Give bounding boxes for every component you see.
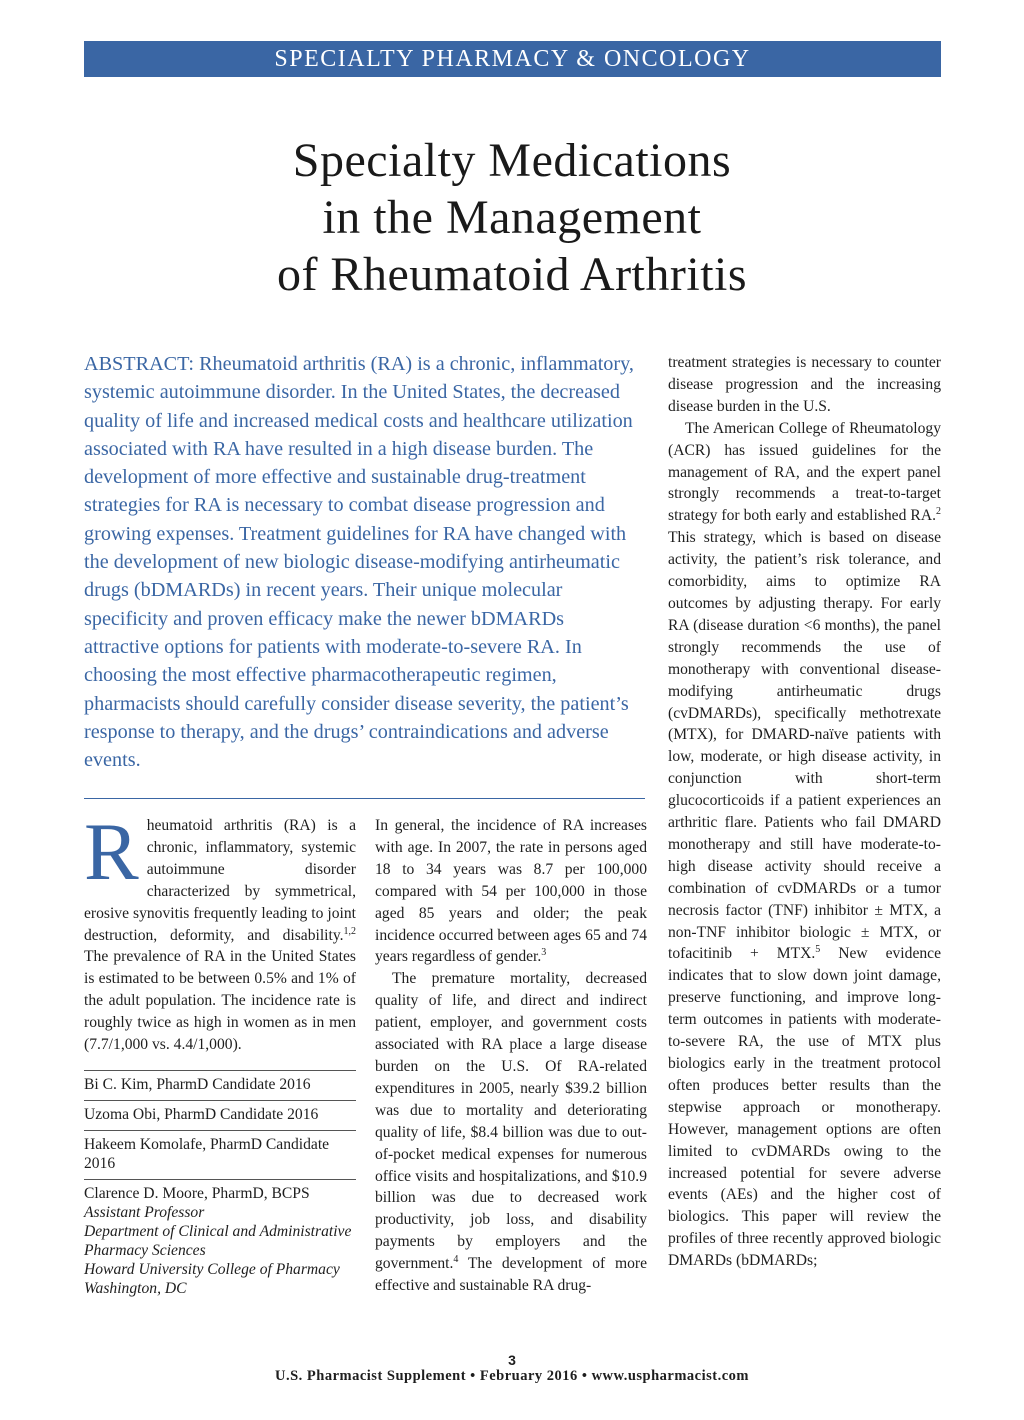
- section-banner: SPECIALTY PHARMACY & ONCOLOGY: [84, 41, 941, 77]
- paragraph-text: The premature mortality, decreased quality of life, and direct and indirect patient, employer, and government costs associated with RA place a large disease burden on the U.S. Of RA-related expenditures in 2005, nearly $39.2 billion was due to mortality and deteriorating quality of life, $8.4 billion was due to out-of-pocket medical expenses for numerous office visits and hospitalizations, and $10.9 billion was due to decreased work productivity, job loss, and disability payments by employers and the government.: [375, 970, 647, 1273]
- author-name: Hakeem Komolafe, PharmD Candidate 2016: [84, 1135, 330, 1172]
- author-entry: [84, 1100, 356, 1130]
- intro-text-b: The prevalence of RA in the United States is estimated to be between 0.5% and 1% of the adult population. The incidence rate is roughly twice as high in women as in men (7.7/1,000 vs. 4.4/1,000).: [84, 948, 356, 1054]
- paragraph-text: The development of more effective and sustainable RA drug-: [375, 1255, 647, 1295]
- article-title: [100, 132, 924, 303]
- author-name: Uzoma Obi, PharmD Candidate 2016: [84, 1105, 319, 1123]
- title-line-1: Specialty Medications: [292, 134, 732, 187]
- drop-cap: R: [84, 806, 139, 897]
- reference-marker: 4: [453, 1254, 459, 1266]
- reference-marker: 5: [815, 944, 821, 956]
- author-name: Bi C. Kim, PharmD Candidate 2016: [84, 1075, 311, 1093]
- author-list: [84, 1070, 356, 1304]
- author-title: Assistant Professor: [84, 1203, 205, 1221]
- intro-text-a: heumatoid arthritis (RA) is a chronic, inflammatory, systemic autoimmune disorder characterized by symmetrical, erosive synovitis frequently leading to joint destruction, deformity, and disability.: [84, 817, 356, 944]
- body-column-3: [668, 352, 941, 1272]
- title-line-3: of Rheumatoid Arthritis: [276, 248, 748, 301]
- reference-marker: 1,2: [343, 925, 356, 937]
- author-entry: [84, 1179, 356, 1304]
- author-city: Washington, DC: [84, 1279, 187, 1297]
- paragraph: [668, 418, 941, 1272]
- paragraph-text: This strategy, which is based on disease activity, the patient’s risk tolerance, and comorbidity, aims to optimize RA outcomes by adjusting therapy. For early RA (disease duration <6 months), the panel strongly recommends the use of monotherapy with conventional disease-modifying antirheumatic drugs (cvDMARDs), specifically methotrexate (MTX), for DMARD-naïve patients with low, moderate, or high disease activity, in conjunction with short-term glucocorticoids if a patient experiences an arthritic flare. Patients who fail DMARD monotherapy and still have moderate-to-high disease activity should receive a combination of cvDMARDs or a tumor necrosis factor (TNF) inhibitor ± MTX, a non-TNF inhibitor biologic ± MTX, or tofacitinib + MTX.: [668, 529, 941, 963]
- paragraph-text: The American College of Rheumatology (ACR) has issued guidelines for the management of RA, and the expert panel strongly recommends a treat-to-target strategy for both early and established RA.: [668, 419, 941, 525]
- paragraph: [668, 352, 941, 418]
- page-footer: U.S. Pharmacist Supplement • February 2016 • www.uspharmacist.com: [274, 1368, 750, 1384]
- reference-marker: 2: [936, 506, 941, 518]
- page-number: 3: [508, 1352, 516, 1368]
- intro-paragraph: [84, 806, 356, 1056]
- abstract-divider: [84, 798, 645, 799]
- author-entry: [84, 1070, 356, 1100]
- author-department: Department of Clinical and Administrative Pharmacy Sciences: [84, 1222, 352, 1259]
- paragraph: [375, 968, 647, 1297]
- abstract: ABSTRACT: Rheumatoid arthritis (RA) is a chronic, inflammatory, systemic autoimmune disorder. In the United States, the decreased quality of life and increased medical costs and healthcare utilization associated with RA have resulted in a high disease burden. The development of more effective and sustainable drug-treatment strategies for RA is necessary to combat disease progression and growing expenses. Treatment guidelines for RA have changed with the development of new biologic disease-modifying antirheumatic drugs (bDMARDs) in recent years. Their unique molecular specificity and proven efficacy make the newer bDMARDs attractive options for patients with moderate-to-severe RA. In choosing the most effective pharmacotherapeutic regimen, pharmacists should carefully consider disease severity, the patient’s response to therapy, and the drugs’ contraindications and adverse events.: [84, 353, 634, 772]
- body-column-2: [375, 815, 647, 1297]
- paragraph-text: In general, the incidence of RA increases with age. In 2007, the rate in persons aged 18 to 34 years was 8.7 per 100,000 compared with 54 per 100,000 in those aged 85 years and older; the peak incidence occurred between ages 65 and 74 years regardless of gender.: [375, 817, 647, 966]
- paragraph-text: New evidence indicates that to slow down joint damage, preserve functioning, and improve long-term outcomes in patients with moderate-to-severe RA, the use of MTX plus biologics early in the treatment protocol often produces better results than the stepwise approach or monotherapy. However, management options are often limited to cvDMARDs owing to the increased potential for severe adverse events (AEs) and the higher cost of biologics. This paper will review the profiles of three recently approved biologic DMARDs (bDMARDs;: [668, 945, 942, 1270]
- body-column-1: [84, 806, 356, 1304]
- paragraph-text: treatment strategies is necessary to counter disease progression and the increasing disease burden in the U.S.: [668, 354, 941, 415]
- title-line-2: in the Management: [322, 191, 702, 244]
- paragraph: [375, 815, 647, 968]
- author-entry: [84, 1130, 356, 1179]
- author-name: Clarence D. Moore, PharmD, BCPS: [84, 1184, 310, 1202]
- author-school: Howard University College of Pharmacy: [84, 1260, 340, 1278]
- reference-marker: 3: [541, 947, 547, 959]
